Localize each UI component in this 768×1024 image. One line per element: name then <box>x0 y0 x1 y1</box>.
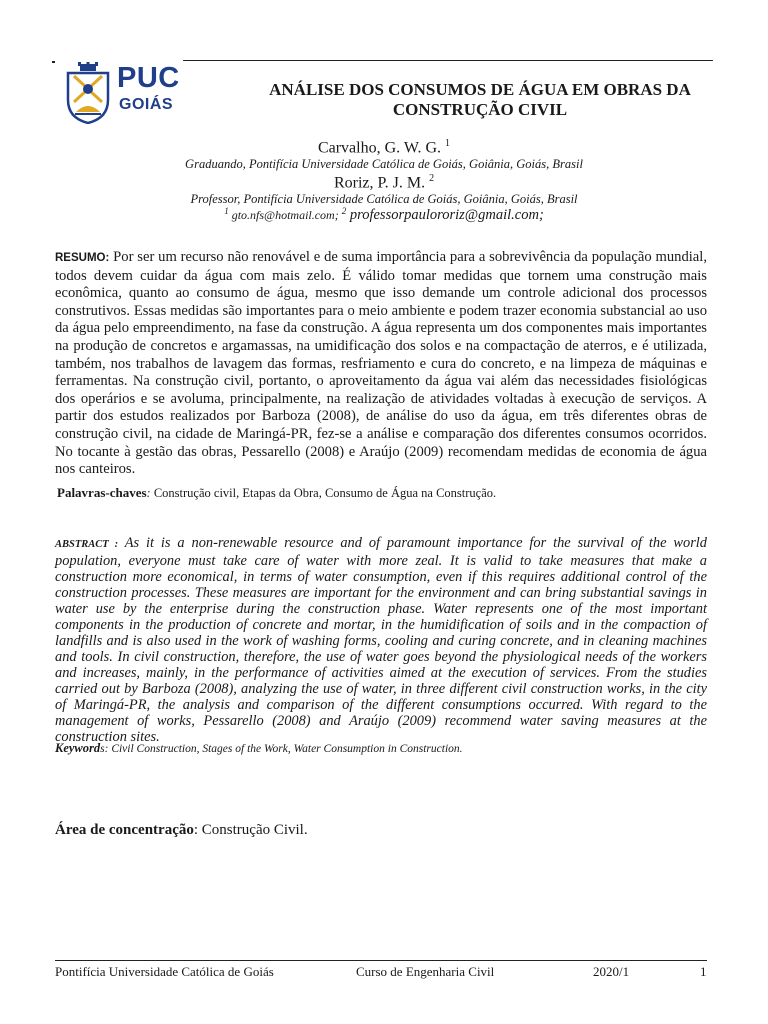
author-2-name: Roriz, P. J. M. <box>333 174 426 192</box>
puc-goias-logo <box>63 62 183 124</box>
resumo-paragraph <box>55 249 707 479</box>
author-1 <box>0 138 768 157</box>
abstract-label: ABSTRACT : <box>55 539 119 550</box>
palavras-chaves <box>57 485 496 501</box>
author-1-affiliation: Graduando, Pontifícia Universidade Católica de Goiás, Goiânia, Goiás, Brasil <box>185 157 583 171</box>
footer-page-number: 1 <box>700 964 707 979</box>
palavras-label: Palavras-chaves <box>57 485 147 500</box>
email-2-sup: 2 <box>341 206 347 216</box>
author-1-sup: 1 <box>445 138 451 149</box>
area-de-concentracao <box>55 822 308 839</box>
footer-institution: Pontifícia Universidade Católica de Goiás <box>55 964 274 979</box>
author-emails <box>0 206 768 224</box>
abstract-paragraph <box>55 535 707 745</box>
keywords <box>55 741 463 756</box>
keywords-label: Keyword <box>55 741 101 755</box>
area-label: Área de concentração <box>55 822 194 838</box>
header-rule <box>183 60 713 61</box>
author-2 <box>0 173 768 192</box>
keywords-text: s: Civil Construction, Stages of the Work, Water Consumption in Construction. <box>100 743 463 755</box>
header-tick-mark <box>52 61 55 63</box>
footer-term: 2020/1 <box>593 964 630 979</box>
resumo-label: RESUMO: <box>55 252 110 264</box>
area-text: : Construção Civil. <box>193 822 308 838</box>
abstract-text: As it is a non-renewable resource and of paramount importance for the survival of the world population, everyone must take care of water with more zeal. It is valid to take measures that make a construction more economical, in terms of water consumption, even if this requires additional control of the construction processes. These measures are important for the environment and can bring substantial savings in water use by the enterprise during the construction phase. Water represents one of the most important components in the production of concrete and mortar, in the humidification of soils and in the compaction of landfills and is also used in the work of washing forms, cooling and curing concrete, and in cleaning machines and tools. In civil construction, therefore, the use of water goes beyond the physiological needs of the workers and increases, mainly, in the performance of activities aimed at the execution of services. From the studies carried out by Barboza (2008), analyzing the use of water, in three different civil construction works, in the city of Maringá-PR, the analysis and comparison of the different consumptions occurred. With regard to the management of works, Pessarello (2008) and Araújo (2009) recommend water saving measures at the construction sites. <box>55 535 707 745</box>
footer-course: Curso de Engenharia Civil <box>356 964 495 979</box>
email-1: gto.nfs@hotmail.com; <box>228 208 342 222</box>
author-2-sup: 2 <box>429 173 435 184</box>
author-1-name: Carvalho, G. W. G. <box>317 139 442 157</box>
title-line-1: ANÁLISE DOS CONSUMOS DE ÁGUA EM OBRAS DA <box>269 80 691 99</box>
title-line-2: CONSTRUÇÃO CIVIL <box>392 100 568 119</box>
email-1-sup: 1 <box>224 206 229 216</box>
paper-title <box>230 80 730 120</box>
university-crest-icon <box>63 62 113 124</box>
email-2: professorpaulororiz@gmail.com; <box>346 207 544 223</box>
footer-rule <box>55 960 707 961</box>
author-2-affiliation: Professor, Pontifícia Universidade Católica de Goiás, Goiânia, Goiás, Brasil <box>190 192 578 206</box>
palavras-text: Construção civil, Etapas da Obra, Consumo de Água na Construção. <box>150 486 497 500</box>
palavras-colon: : <box>146 486 151 500</box>
resumo-text: Por ser um recurso não renovável e de suma importância para a sobrevivência da população mundial, todos devem cuidar da água com mais zelo. É válido tomar medidas que tornem uma construção mais econômica, quanto ao consumo de água, mesmo que isso demande um controle adicional dos processos construtivos. Essas medidas são importantes para o meio ambiente e podem trazer economia substancial ao uso da água pelo empreendimento, na fase da construção. A água representa um dos componentes mais importantes na produção de concretos e argamassas, na umidificação dos solos e na compactação de aterros, e é utilizada, também, nos trabalhos de lavagem das formas, resfriamento e cura do concreto, e na limpeza de máquinas e ferramentas. Na construção civil, portanto, o aproveitamento da água vai além das necessidades fisiológicas dos operários e se avoluma, principalmente, na realização de atividades voltadas à execução de serviços. A partir dos estudos realizados por Barboza (2008), de análise do uso da água, em três diferentes obras de construção civil, na cidade de Maringá-PR, fez-se a análise e comparação dos diferentes consumos ocorridos. No tocante à gestão das obras, Pessarello (2008) e Araújo (2009) recomendam medidas de economia de água nos canteiros. <box>55 249 707 478</box>
logo-text-puc: PUC <box>117 62 180 94</box>
logo-text-goias: GOIÁS <box>119 96 174 113</box>
